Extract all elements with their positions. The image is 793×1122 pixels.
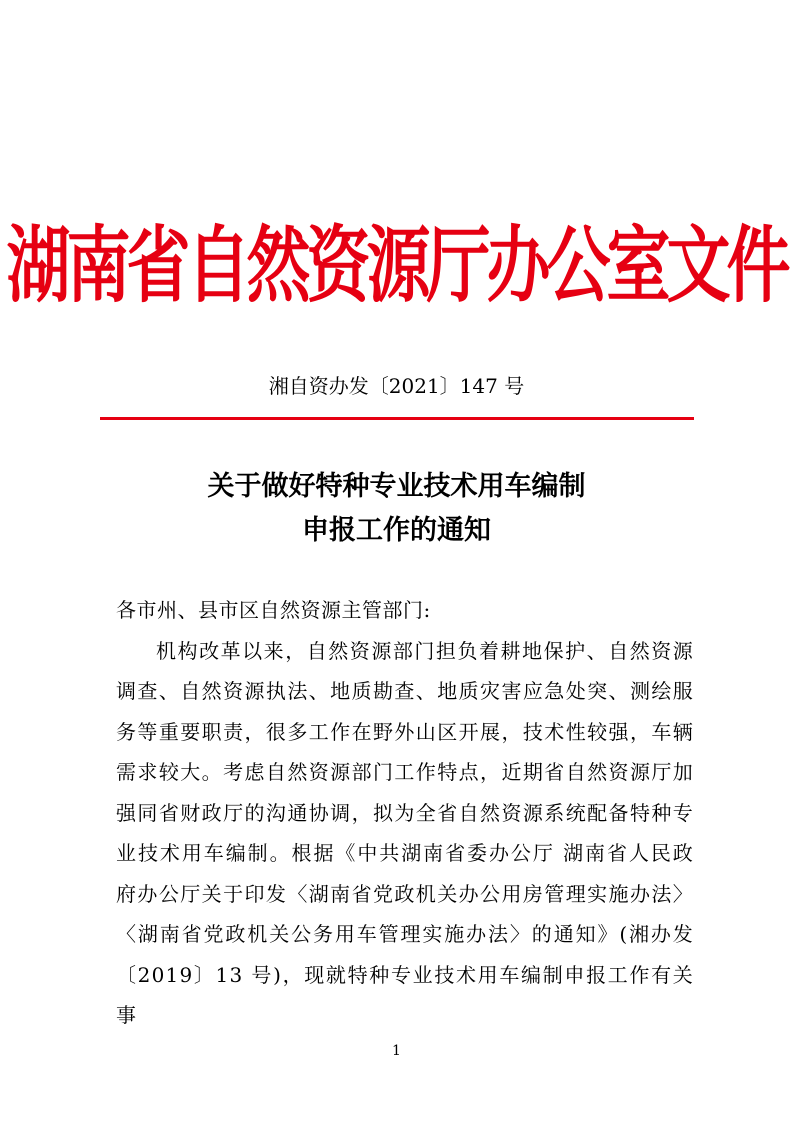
body-paragraph: 机构改革以来，自然资源部门担负着耕地保护、自然资源调查、自然资源执法、地质勘查、地质灾害应急处突、测绘服务等重要职责，很多工作在野外山区开展，技术性较强，车辆需求较大。考虑自然资源部门工作特点，近期省自然资源厅加强同省财政厅的沟通协调，拟为全省自然资源系统配备特种专业技术用车编制。根据《中共湖南省委办公厅 湖南省人民政府办公厅关于印发〈湖南省党政机关办公用房管理实施办法〉〈湖南省党政机关公务用车管理实施办法〉的通知》(湘办发〔2019〕13 号)，现就特种专业技术用车编制申报工作有关事 <box>116 638 694 1027</box>
page-number: 1 <box>392 1043 401 1059</box>
document-number: 湘自资办发〔2021〕147 号 <box>268 374 525 398</box>
document-masthead: 湖南省自然资源厅办公室文件 <box>6 218 787 315</box>
notice-title-line-1: 关于做好特种专业技术用车编制 <box>207 471 586 502</box>
salutation: 各市州、县市区自然资源主管部门: <box>116 598 431 622</box>
notice-title-line-2: 申报工作的通知 <box>302 515 491 546</box>
notice-body <box>116 590 694 1036</box>
notice-title <box>0 465 793 553</box>
red-divider-line <box>100 417 694 420</box>
